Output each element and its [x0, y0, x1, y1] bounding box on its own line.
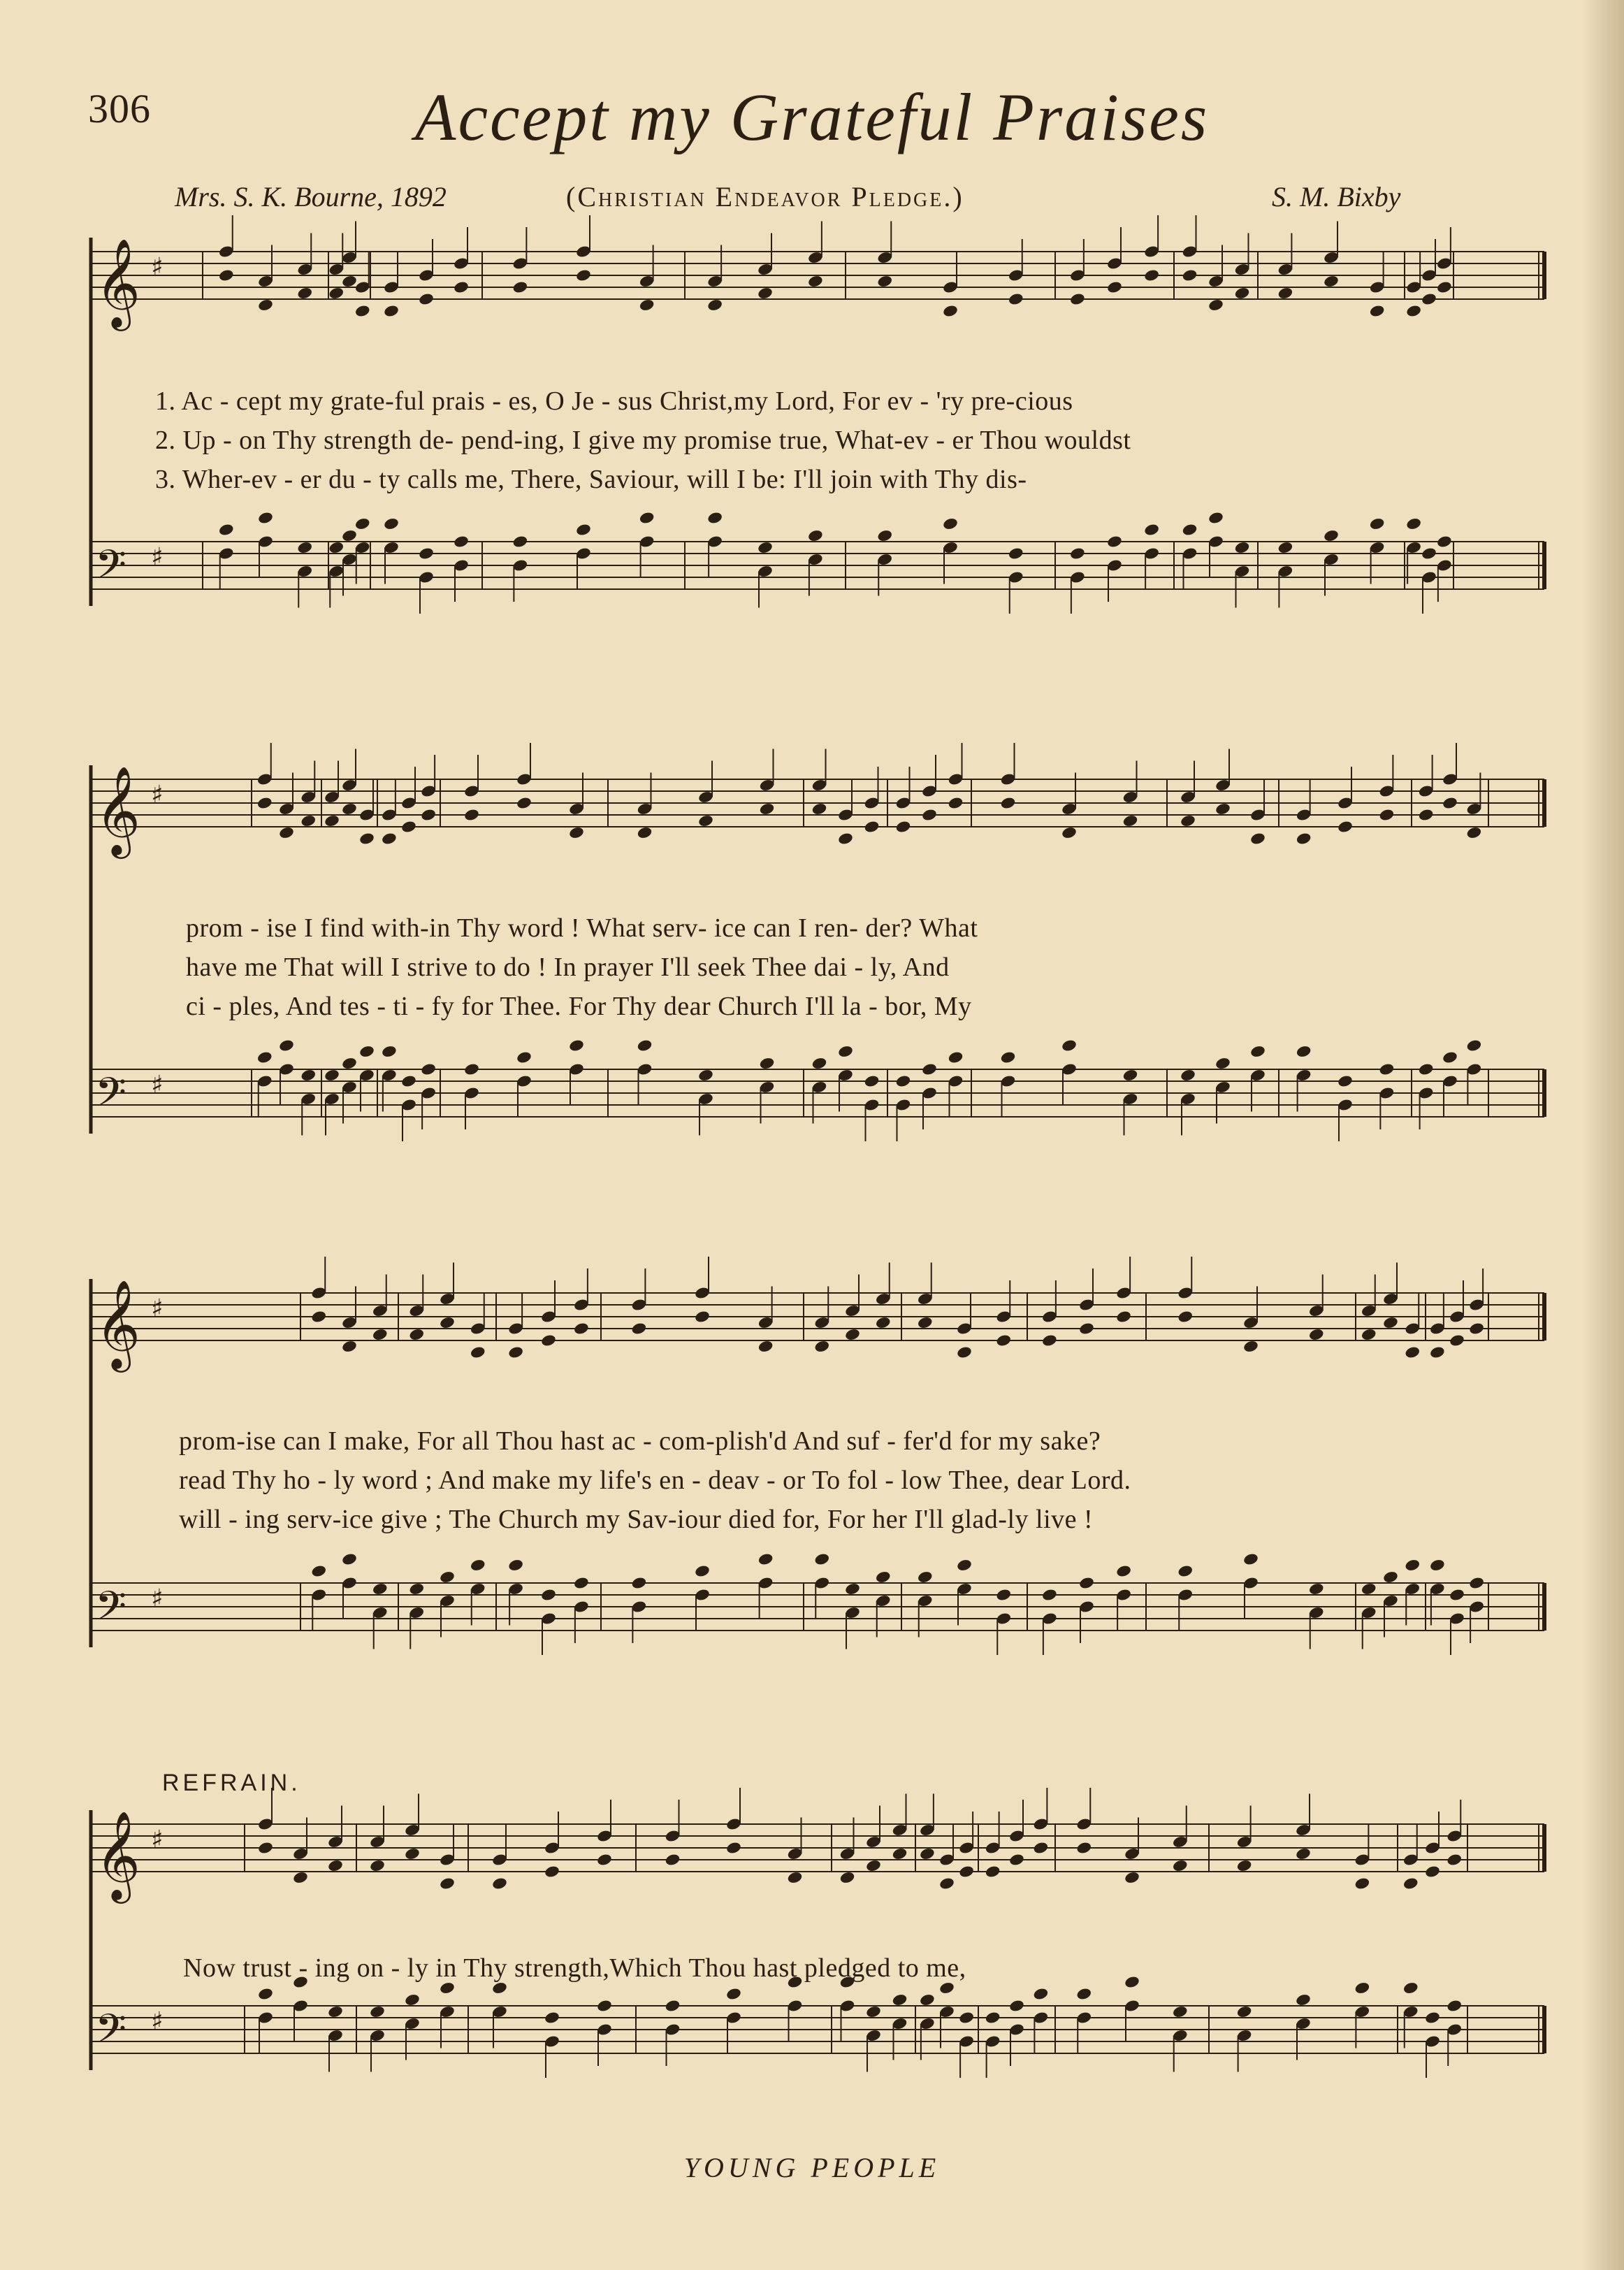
note-head	[1208, 298, 1224, 312]
note-head	[811, 802, 828, 816]
note-head	[995, 1333, 1012, 1347]
note-head	[956, 1559, 973, 1573]
note-head	[369, 1859, 386, 1873]
note-head	[327, 1859, 344, 1873]
note-head	[844, 1582, 861, 1596]
note-head	[1115, 1564, 1132, 1578]
staff-treble	[91, 1810, 1544, 1904]
note-head	[1143, 523, 1160, 537]
note-head	[865, 2005, 882, 2019]
note-head	[420, 1062, 437, 1076]
note-head	[1033, 1841, 1050, 1855]
note-head	[1369, 517, 1386, 531]
note-head	[408, 1582, 425, 1596]
note-head	[697, 1069, 714, 1083]
note-head	[694, 1310, 711, 1324]
note-head	[813, 1340, 830, 1354]
note-head	[1449, 1588, 1465, 1602]
note-head	[938, 1877, 955, 1891]
note-head	[573, 1322, 590, 1336]
note-head	[470, 1559, 486, 1573]
note-head	[1000, 1050, 1017, 1064]
note-head	[1215, 1057, 1231, 1071]
note-head	[631, 1576, 648, 1590]
note-head	[1177, 1310, 1194, 1324]
note-head	[1405, 304, 1422, 318]
note-head	[917, 1316, 934, 1330]
note-head	[1296, 832, 1312, 846]
sharp-icon: ♯	[151, 543, 164, 572]
note-head	[512, 535, 529, 549]
note-head	[1242, 1340, 1259, 1354]
note-head	[358, 1045, 375, 1059]
note-head	[811, 1057, 828, 1071]
note-head	[341, 275, 358, 289]
sharp-icon: ♯	[151, 1294, 164, 1323]
note-head	[1106, 280, 1123, 294]
note-head	[1468, 1576, 1485, 1590]
note-head	[876, 529, 893, 543]
note-head	[381, 1045, 398, 1059]
lyric-line-verse-3: 3. Wher-ev - er du - ty calls me, There, Saviour, will I be: I'll join with Thy dis-	[155, 465, 1027, 494]
note-head	[507, 1345, 524, 1359]
note-head	[865, 1859, 882, 1873]
note-head	[1405, 517, 1422, 531]
sharp-icon: ♯	[151, 2007, 164, 2036]
note-head	[1172, 1859, 1189, 1873]
treble-clef-icon: 𝄞	[95, 765, 141, 855]
note-head	[864, 1074, 880, 1088]
note-head	[1354, 1981, 1371, 1995]
note-head	[639, 511, 655, 525]
note-head	[516, 796, 532, 810]
note-head	[1177, 1564, 1194, 1578]
note-head	[1208, 511, 1224, 525]
note-head	[418, 547, 435, 561]
note-head	[1143, 268, 1160, 282]
lyric-line-verse-2: have me That will I strive to do ! In prayer I'll seek Thee dai - ly, And	[186, 953, 950, 982]
note-head	[568, 826, 585, 840]
note-head	[1446, 1853, 1463, 1867]
lyric-line-refrain: Now trust - ing on - ly in Thy strength,Which Thou hast pledged to me,	[183, 1953, 966, 1983]
note-head	[985, 1865, 1001, 1879]
note-head	[1424, 1865, 1441, 1879]
note-head	[354, 517, 371, 531]
note-head	[917, 1570, 934, 1584]
lyric-line-verse-2: read Thy ho - ly word ; And make my life's en - deav - or To fol - low Thee, dear Lord.	[179, 1466, 1131, 1495]
lyric-line-verse-1: prom - ise I find with-in Thy word ! What serv- ice can I ren- der? What	[186, 913, 978, 943]
note-head	[1008, 1999, 1025, 2013]
note-head	[876, 275, 893, 289]
sharp-icon: ♯	[151, 1071, 164, 1099]
note-head	[942, 517, 959, 531]
note-head	[372, 1582, 389, 1596]
note-head	[919, 1993, 936, 2007]
staff-bass	[91, 1582, 1544, 1640]
note-head	[1008, 292, 1024, 306]
note-head	[1236, 2005, 1253, 2019]
note-head	[697, 814, 714, 828]
note-head	[540, 1333, 557, 1347]
note-head	[1446, 1999, 1463, 2013]
note-head	[665, 1999, 681, 2013]
note-head	[463, 808, 480, 822]
note-head	[341, 802, 358, 816]
note-head	[408, 1328, 425, 1342]
note-head	[694, 1564, 711, 1578]
note-head	[575, 268, 592, 282]
note-head	[341, 1340, 358, 1354]
note-head	[757, 1340, 774, 1354]
note-head	[1180, 814, 1196, 828]
note-head	[296, 287, 313, 301]
note-head	[1429, 1345, 1446, 1359]
note-head	[1402, 1877, 1419, 1891]
staff-bass	[91, 2005, 1544, 2062]
note-head	[875, 1316, 892, 1330]
note-head	[1234, 287, 1251, 301]
note-head	[1404, 1559, 1421, 1573]
note-head	[324, 1069, 340, 1083]
note-head	[1436, 535, 1453, 549]
hymn-title: Accept my Grateful Praises	[414, 80, 1210, 154]
note-head	[637, 1039, 653, 1053]
sharp-icon: ♯	[151, 253, 164, 282]
note-head	[1323, 275, 1340, 289]
note-head	[892, 1993, 908, 2007]
note-head	[1468, 1322, 1485, 1336]
note-head	[919, 1847, 936, 1861]
note-head	[596, 1853, 613, 1867]
note-head	[292, 1871, 309, 1885]
note-head	[1382, 1316, 1399, 1330]
note-head	[328, 541, 345, 555]
note-head	[1379, 1062, 1395, 1076]
note-head	[895, 820, 912, 834]
sharp-icon: ♯	[151, 1584, 164, 1613]
sharp-icon: ♯	[151, 781, 164, 809]
note-head	[1075, 1987, 1092, 2001]
note-head	[1277, 541, 1294, 555]
note-head	[875, 1570, 892, 1584]
note-head	[218, 523, 235, 537]
note-head	[1361, 1328, 1377, 1342]
refrain-label: REFRAIN.	[162, 1770, 301, 1796]
note-head	[463, 1062, 480, 1076]
note-head	[544, 2011, 560, 2025]
note-head	[1369, 304, 1386, 318]
note-head	[1308, 1328, 1325, 1342]
note-head	[544, 1865, 560, 1879]
note-head	[439, 1877, 456, 1891]
note-head	[257, 1987, 274, 2001]
page-number: 306	[88, 86, 151, 131]
note-head	[383, 304, 400, 318]
note-head	[596, 1999, 613, 2013]
note-head	[218, 268, 235, 282]
note-head	[1078, 1576, 1095, 1590]
note-head	[439, 1316, 456, 1330]
lyric-line-verse-2: 2. Up - on Thy strength de- pend-ing, I give my promise true, What-ev - er Thou wouldst	[155, 426, 1131, 455]
note-head	[278, 826, 295, 840]
note-head	[985, 2011, 1001, 2025]
note-head	[1249, 1045, 1266, 1059]
note-head	[948, 796, 964, 810]
note-head	[1277, 287, 1294, 301]
note-head	[706, 511, 723, 525]
note-head	[759, 1057, 776, 1071]
note-head	[1000, 796, 1017, 810]
note-head	[300, 814, 317, 828]
note-head	[1008, 547, 1024, 561]
note-head	[807, 275, 824, 289]
note-head	[358, 832, 375, 846]
note-head	[995, 1588, 1012, 1602]
note-head	[341, 1057, 358, 1071]
note-head	[383, 517, 400, 531]
note-head	[1308, 1582, 1325, 1596]
note-head	[844, 1328, 861, 1342]
note-head	[324, 814, 340, 828]
note-head	[757, 287, 774, 301]
note-head	[1242, 1552, 1259, 1566]
lyric-line-verse-1: 1. Ac - cept my grate-ful prais - es, O Je - sus Christ,my Lord, For ev - 'ry pre-cious	[155, 386, 1073, 416]
note-head	[507, 1559, 524, 1573]
note-head	[1337, 1074, 1354, 1088]
note-head	[1041, 1333, 1058, 1347]
note-head	[637, 826, 653, 840]
note-head	[1442, 796, 1458, 810]
note-head	[1078, 1322, 1095, 1336]
lyricist-credit: Mrs. S. K. Bourne, 1892	[175, 181, 447, 212]
note-head	[958, 2011, 975, 2025]
note-head	[665, 1853, 681, 1867]
note-head	[1429, 1559, 1446, 1573]
note-head	[328, 287, 345, 301]
note-head	[639, 298, 655, 312]
note-head	[807, 529, 824, 543]
note-head	[813, 1552, 830, 1566]
note-head	[1424, 2011, 1441, 2025]
note-head	[516, 1050, 532, 1064]
note-head	[725, 1841, 742, 1855]
note-head	[1115, 1310, 1132, 1324]
note-head	[257, 298, 274, 312]
note-head	[300, 1069, 317, 1083]
treble-clef-icon: 𝄞	[95, 238, 141, 327]
note-head	[759, 802, 776, 816]
bass-clef-icon: 𝄢	[95, 1069, 127, 1126]
note-head	[948, 1050, 964, 1064]
note-head	[278, 1039, 295, 1053]
note-head	[1124, 1975, 1140, 1989]
note-head	[404, 1993, 421, 2007]
note-head	[757, 1552, 774, 1566]
note-head	[1337, 820, 1354, 834]
note-head	[404, 1847, 421, 1861]
note-head	[1295, 1993, 1312, 2007]
note-head	[1124, 1871, 1140, 1885]
lyric-line-verse-3: ci - ples, And tes - ti - fy for Thee. For Thy dear Church I'll la - bor, My	[186, 992, 972, 1021]
bass-clef-icon: 𝄢	[95, 541, 127, 598]
note-head	[956, 1345, 973, 1359]
note-head	[1106, 535, 1123, 549]
note-head	[341, 1552, 358, 1566]
note-head	[787, 1871, 804, 1885]
note-head	[1323, 529, 1340, 543]
note-head	[1182, 523, 1198, 537]
note-head	[1354, 1877, 1371, 1891]
note-head	[1418, 1062, 1435, 1076]
note-head	[864, 820, 880, 834]
note-head	[1122, 1069, 1139, 1083]
note-head	[512, 280, 529, 294]
note-head	[725, 1987, 742, 2001]
note-head	[257, 1841, 274, 1855]
note-head	[1382, 1570, 1399, 1584]
note-head	[296, 541, 313, 555]
note-head	[568, 1039, 585, 1053]
note-head	[892, 1847, 908, 1861]
note-head	[1180, 1069, 1196, 1083]
note-head	[439, 1570, 456, 1584]
note-head	[1361, 1582, 1377, 1596]
note-head	[1295, 1847, 1312, 1861]
note-head	[1379, 808, 1395, 822]
note-head	[1449, 1333, 1465, 1347]
note-head	[1069, 547, 1086, 561]
note-head	[1296, 1045, 1312, 1059]
note-head	[1249, 832, 1266, 846]
note-head	[895, 1074, 912, 1088]
section-footer: YOUNG PEOPLE	[683, 2152, 941, 2183]
note-head	[573, 1576, 590, 1590]
note-head	[491, 1877, 508, 1891]
note-head	[257, 511, 274, 525]
note-head	[1436, 280, 1453, 294]
sharp-icon: ♯	[151, 1826, 164, 1854]
note-head	[453, 535, 470, 549]
note-head	[327, 2005, 344, 2019]
note-head	[1466, 1039, 1483, 1053]
note-head	[1008, 1853, 1025, 1867]
treble-clef-icon: 𝄞	[95, 1279, 141, 1368]
note-head	[958, 1865, 975, 1879]
note-head	[1033, 1987, 1050, 2001]
note-head	[1041, 1588, 1058, 1602]
note-head	[1061, 826, 1078, 840]
note-head	[540, 1588, 557, 1602]
treble-clef-icon: 𝄞	[95, 1810, 141, 1900]
note-head	[837, 832, 854, 846]
bass-clef-icon: 𝄢	[95, 1582, 127, 1640]
note-head	[1172, 2005, 1189, 2019]
note-head	[310, 1564, 327, 1578]
note-head	[470, 1345, 486, 1359]
lyric-line-verse-1: prom-ise can I make, For all Thou hast ac - com-plish'd And suf - fer'd for my sake?	[179, 1426, 1101, 1456]
note-head	[453, 280, 470, 294]
bass-clef-icon: 𝄢	[95, 2005, 127, 2062]
note-head	[310, 1310, 327, 1324]
note-head	[369, 2005, 386, 2019]
note-head	[1075, 1841, 1092, 1855]
note-head	[575, 523, 592, 537]
note-head	[372, 1328, 389, 1342]
note-head	[631, 1322, 648, 1336]
note-head	[1418, 808, 1435, 822]
note-head	[1215, 802, 1231, 816]
note-head	[1442, 1050, 1458, 1064]
note-head	[1234, 541, 1251, 555]
note-head	[256, 1050, 273, 1064]
note-head	[354, 304, 371, 318]
note-head	[256, 796, 273, 810]
note-head	[942, 304, 959, 318]
note-head	[1421, 292, 1437, 306]
note-head	[1402, 1981, 1419, 1995]
note-head	[706, 298, 723, 312]
note-head	[420, 808, 437, 822]
composer-credit: S. M. Bixby	[1272, 181, 1401, 212]
lyric-line-verse-3: will - ing serv-ice give ; The Church my Sav-iour died for, For her I'll glad-ly live !	[179, 1505, 1094, 1534]
note-head	[757, 541, 774, 555]
note-head	[418, 292, 435, 306]
note-head	[837, 1045, 854, 1059]
page-edge-shadow	[1582, 0, 1624, 2270]
note-head	[921, 1062, 938, 1076]
note-head	[400, 820, 417, 834]
note-head	[839, 1871, 856, 1885]
occasion-credit: (Christian Endeavor Pledge.)	[566, 181, 964, 212]
note-head	[400, 1074, 417, 1088]
note-head	[1466, 826, 1483, 840]
note-head	[1182, 268, 1198, 282]
note-head	[381, 832, 398, 846]
note-head	[921, 808, 938, 822]
note-head	[1236, 1859, 1253, 1873]
note-head	[1122, 814, 1139, 828]
note-head	[1404, 1345, 1421, 1359]
note-head	[1421, 547, 1437, 561]
note-head	[341, 529, 358, 543]
note-head	[1061, 1039, 1078, 1053]
note-head	[1069, 292, 1086, 306]
